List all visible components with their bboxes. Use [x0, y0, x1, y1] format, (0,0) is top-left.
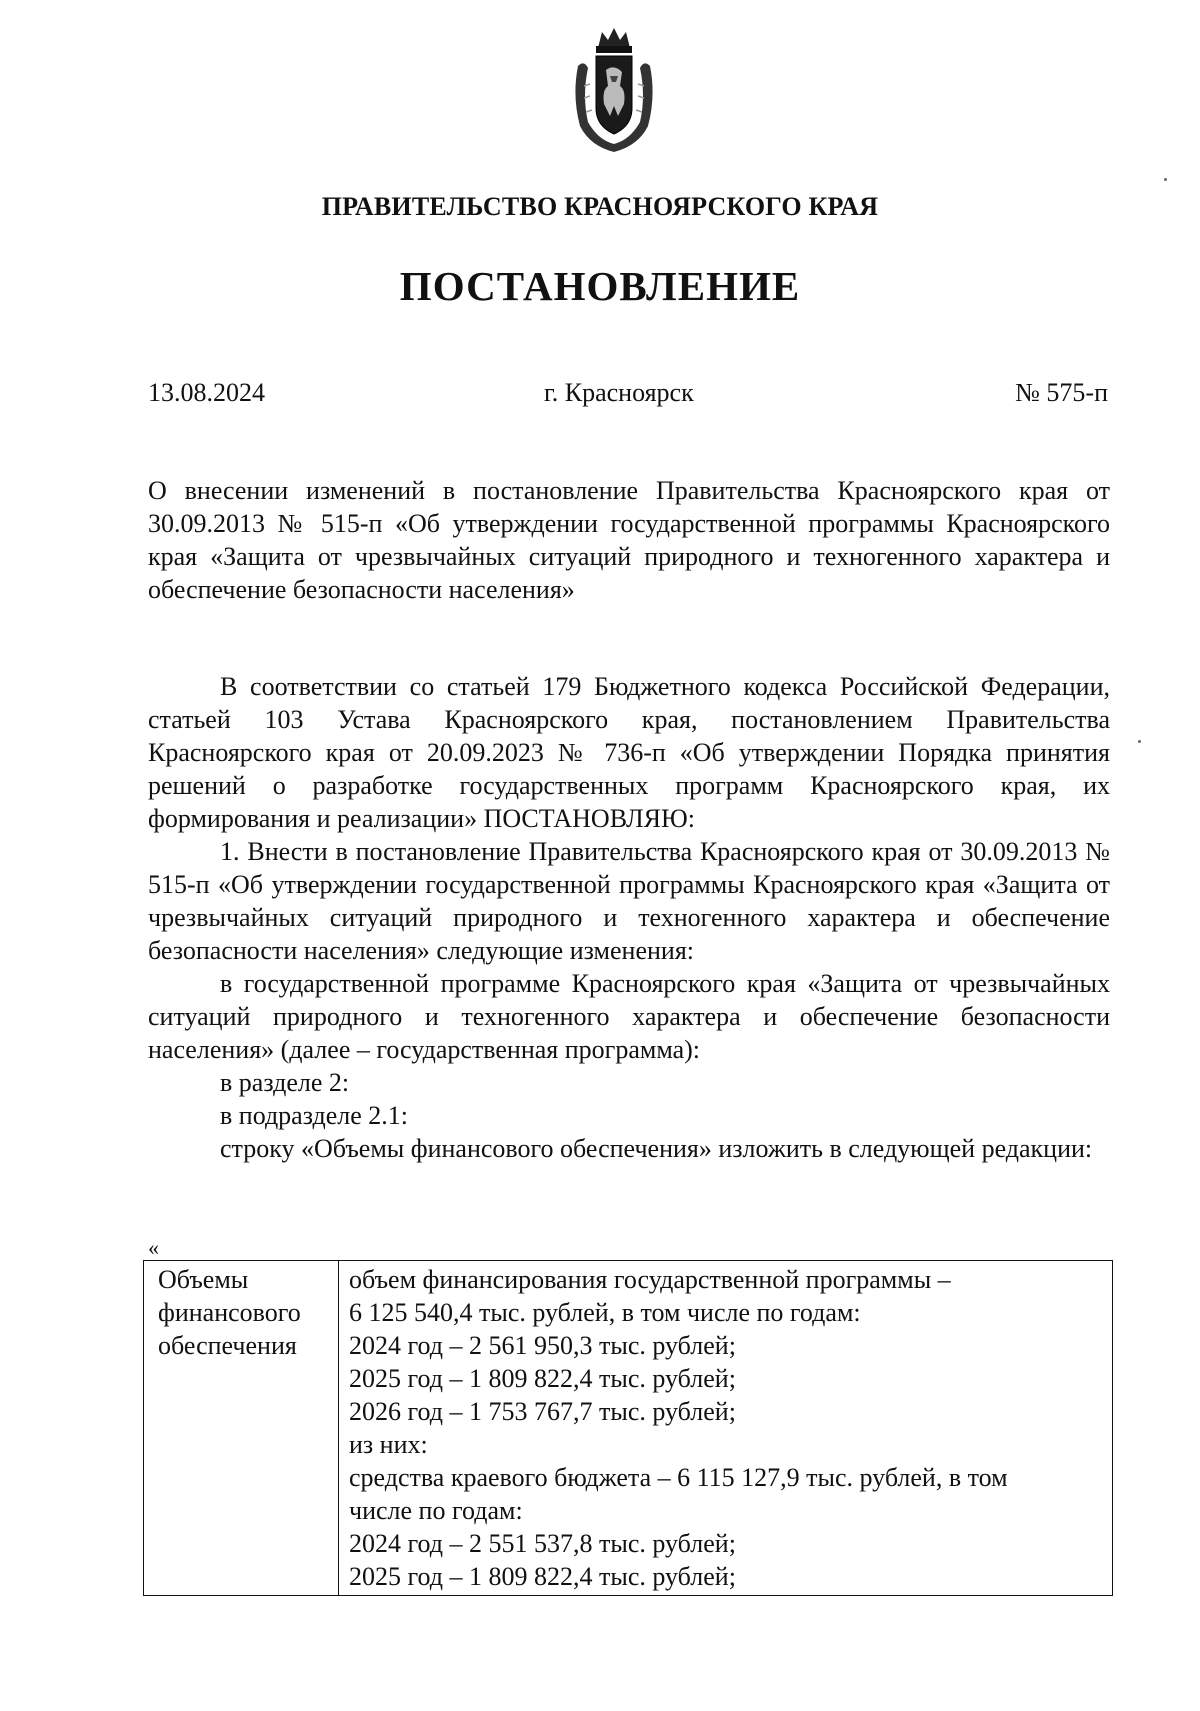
document-city: г. Красноярск — [544, 378, 694, 407]
clause-1-paragraph: 1. Внести в постановление Правительства Красноярского края от 30.09.2013 № 515-п «Об утверждении государственной программы Красноярского края «Защита от чрезвычайных ситуаций природного и техногенного характера и обеспечение безопасности населения» следующие изменения: — [148, 837, 1110, 965]
document-date: 13.08.2024 — [148, 378, 265, 407]
financing-table — [143, 1260, 1113, 1596]
document-subject: О внесении изменений в постановление Правительства Красноярского края от 30.09.2013 № 515-п «Об утверждении государственной программы Красноярского края «Защита от чрезвычайных ситуаций природного и техногенного характера и обеспечение безопасности населения» — [148, 476, 1110, 604]
value-line: 2025 год – 1 809 822,4 тыс. рублей; — [349, 1562, 736, 1591]
label-line: финансового — [158, 1298, 301, 1327]
financing-value-cell — [339, 1261, 1113, 1596]
scan-speck — [1138, 740, 1141, 743]
scan-speck — [1164, 178, 1167, 181]
label-line: обеспечения — [158, 1331, 297, 1360]
financing-label-cell — [144, 1261, 339, 1596]
document-number: № 575-п — [1015, 378, 1108, 407]
value-line: объем финансирования государственной программы – — [349, 1265, 951, 1294]
value-line: 2025 год – 1 809 822,4 тыс. рублей; — [349, 1364, 736, 1393]
row-replacement-paragraph: строку «Объемы финансового обеспечения» изложить в следующей редакции: — [220, 1134, 1093, 1163]
value-line: 2024 год – 2 551 537,8 тыс. рублей; — [349, 1529, 736, 1558]
subsection-2-1-paragraph: в подразделе 2.1: — [220, 1101, 409, 1130]
value-line: 6 125 540,4 тыс. рублей, в том числе по годам: — [349, 1298, 861, 1327]
table-row — [144, 1261, 1113, 1596]
value-line: числе по годам: — [349, 1496, 523, 1525]
label-line: Объемы — [158, 1265, 249, 1294]
section-2-paragraph: в разделе 2: — [220, 1068, 350, 1097]
preamble-paragraph: В соответствии со статьей 179 Бюджетного кодекса Российской Федерации, статьей 103 Устава Красноярского края, постановлением Правительства Красноярского края от 20.09.2023 № 736-п «Об утверждении Порядка принятия решений о разработке государственных программ Красноярского края, их формирования и реализации» ПОСТАНОВЛЯЮ: — [148, 672, 1110, 833]
opening-quote-mark: « — [148, 1235, 159, 1260]
value-line: средства краевого бюджета – 6 115 127,9 тыс. рублей, в том — [349, 1463, 1008, 1492]
organization-heading: ПРАВИТЕЛЬСТВО КРАСНОЯРСКОГО КРАЯ — [321, 192, 879, 221]
value-line: 2026 год – 1 753 767,7 тыс. рублей; — [349, 1397, 736, 1426]
value-line: 2024 год – 2 561 950,3 тыс. рублей; — [349, 1331, 736, 1360]
coat-of-arms-emblem — [570, 26, 658, 156]
program-paragraph: в государственной программе Красноярского края «Защита от чрезвычайных ситуаций природного и техногенного характера и обеспечение безопасности населения» (далее – государственная программа): — [148, 969, 1110, 1064]
value-line: из них: — [349, 1430, 428, 1459]
document-type-title: ПОСТАНОВЛЕНИЕ — [399, 263, 801, 309]
document-body — [148, 670, 1110, 1165]
